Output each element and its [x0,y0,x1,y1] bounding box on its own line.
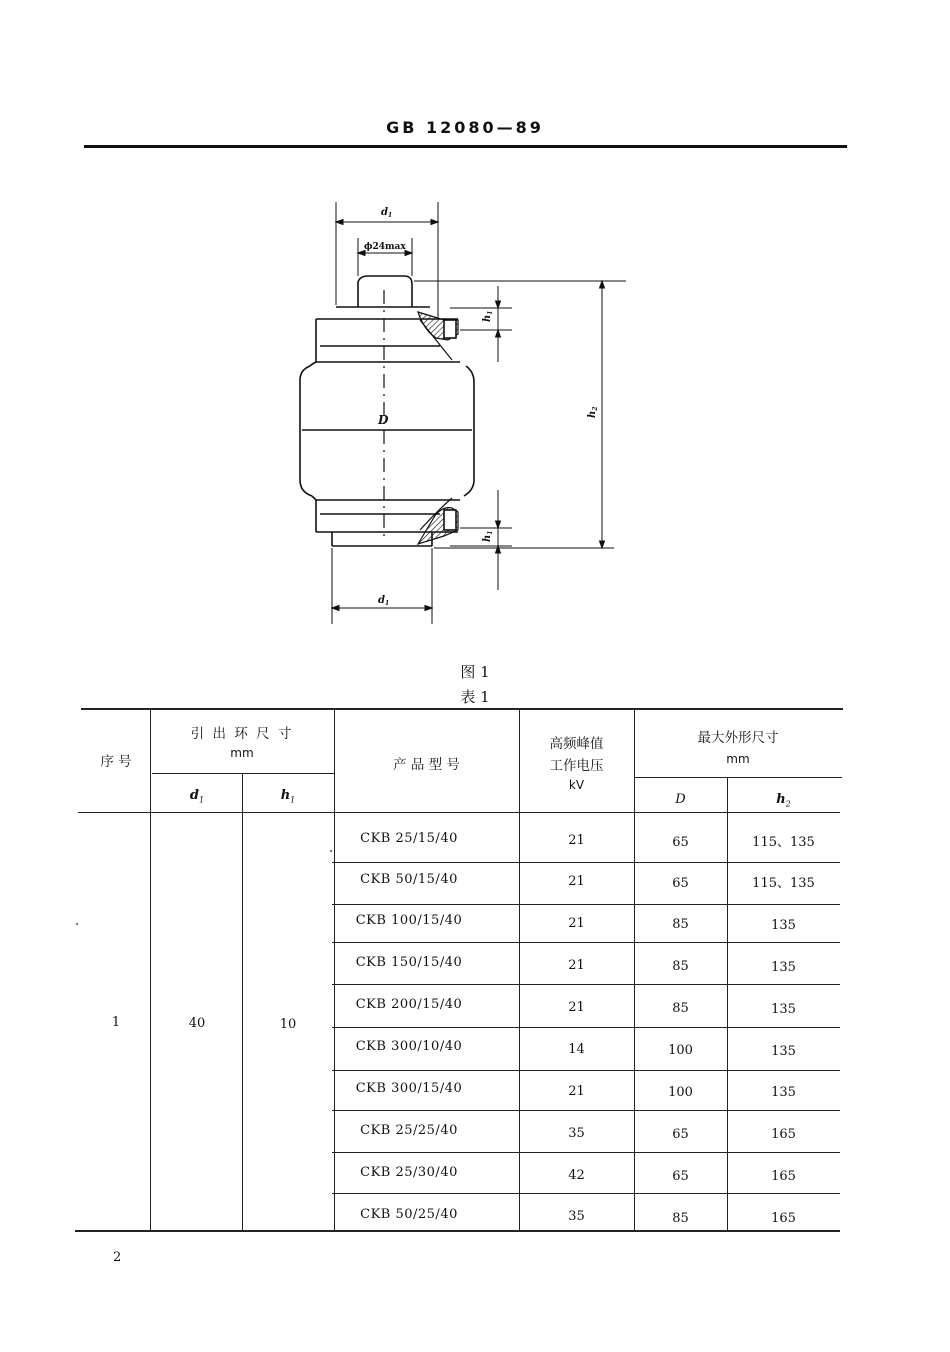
label-h1-top: $h_1$ [482,310,494,322]
header-seq: 序 号 [100,754,132,770]
header-voltage-line1: 高频峰值 [549,736,604,752]
row-model: CKB 25/15/40 [360,831,458,846]
row-h2: 135 [771,1085,796,1100]
row-voltage: 21 [568,1000,585,1015]
row-h2: 165 [771,1127,796,1142]
row-D: 85 [672,917,689,932]
header-lead-ring-unit: mm [230,746,254,760]
row-model: CKB 200/15/40 [355,997,463,1012]
row-model: CKB 50/25/40 [360,1207,458,1222]
row-h2: 135 [771,960,796,975]
label-h1-bottom: $h_1$ [482,530,494,542]
row-voltage: 21 [568,916,585,931]
row-D: 65 [672,876,689,891]
row-h2: 135 [771,1044,796,1059]
row-model: CKB 300/10/40 [355,1039,463,1054]
row-h2: 165 [771,1169,796,1184]
capacitor-drawing [280,190,640,630]
row-voltage: 35 [568,1209,585,1224]
figure-caption: 图 1 [460,663,490,681]
header-model: 产 品 型 号 [393,757,460,773]
label-d1-bottom: $d_1$ [378,595,390,607]
row-h2: 135 [771,918,796,933]
row-voltage: 21 [568,874,585,889]
label-d1-top: $d_1$ [381,207,393,219]
row-voltage: 42 [568,1168,585,1183]
row-D: 100 [668,1085,693,1100]
row-h2: 135 [771,1002,796,1017]
row-model: CKB 300/15/40 [355,1081,463,1096]
group-seq: 1 [111,1015,121,1030]
header-max-dimensions: 最大外形尺寸 [697,730,779,746]
row-h2: 165 [771,1211,796,1226]
label-h2: $h_2$ [587,406,599,418]
table-caption: 表 1 [460,688,490,706]
header-D: D [675,792,686,807]
header-lead-ring: 引 出 环 尺 寸 [190,726,294,742]
header-rule [84,145,847,148]
row-voltage: 14 [568,1042,585,1057]
page-number: 2 [113,1250,122,1265]
standard-code: GB 12080—89 [386,118,544,137]
row-D: 65 [672,835,689,850]
group-h1: 10 [279,1017,297,1032]
header-h2: $h_2$ [776,792,791,809]
row-D: 100 [668,1043,693,1058]
row-h2: 115、135 [752,835,815,850]
header-max-dimensions-unit: mm [726,752,750,766]
row-voltage: 21 [568,1084,585,1099]
header-voltage-line2: 工作电压 [549,758,604,774]
row-D: 65 [672,1127,689,1142]
row-voltage: 21 [568,958,585,973]
row-model: CKB 25/25/40 [360,1123,458,1138]
label-D: D [378,413,389,427]
label-phi24max: ϕ24max [364,242,406,252]
row-model: CKB 150/15/40 [355,955,463,970]
row-voltage: 35 [568,1126,585,1141]
row-voltage: 21 [568,833,585,848]
row-model: CKB 100/15/40 [355,913,463,928]
header-d1: $d_1$ [189,788,205,805]
row-model: CKB 50/15/40 [360,872,458,887]
header-voltage-unit: kV [568,778,585,792]
row-model: CKB 25/30/40 [360,1165,458,1180]
row-D: 85 [672,1211,689,1226]
row-D: 85 [672,1001,689,1016]
row-D: 85 [672,959,689,974]
header-h1: $h_1$ [280,788,296,805]
row-D: 65 [672,1169,689,1184]
row-h2: 115、135 [752,876,815,891]
group-d1: 40 [188,1016,206,1031]
